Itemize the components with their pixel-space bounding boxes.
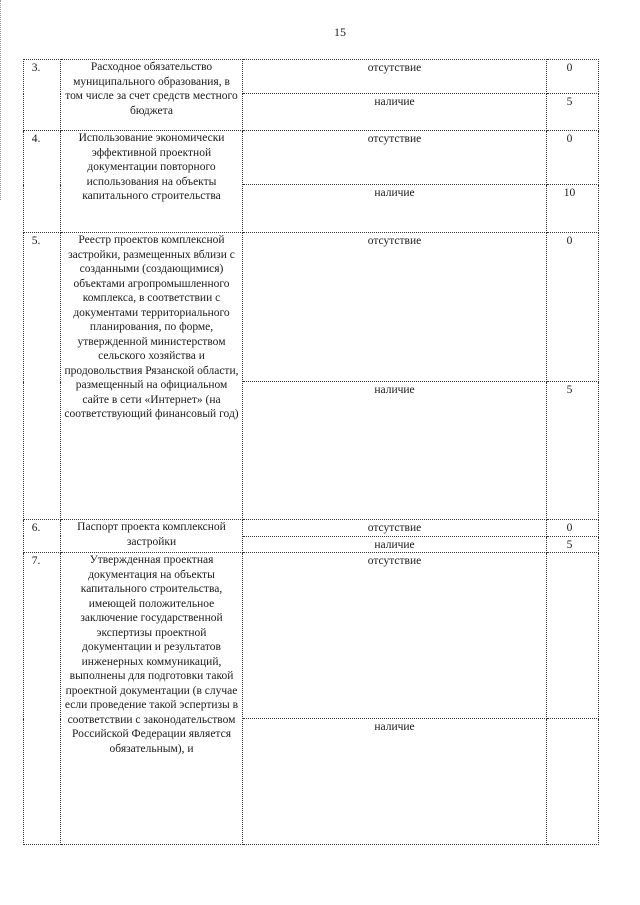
- score-absent: 0: [547, 60, 599, 94]
- condition-absent: отсутствие: [243, 520, 547, 537]
- score-present: 5: [547, 536, 599, 553]
- score-present: 5: [547, 94, 599, 131]
- row-number: 4.: [24, 131, 61, 233]
- row-number: 6.: [24, 520, 61, 553]
- page-number: 15: [334, 25, 346, 39]
- score-present: 5: [547, 382, 599, 520]
- condition-present: наличие: [243, 382, 547, 520]
- row-number: 5.: [24, 233, 61, 520]
- condition-present: наличие: [243, 536, 547, 553]
- row-number: 3.: [24, 60, 61, 131]
- score-absent: 0: [547, 233, 599, 382]
- criterion-name: Паспорт проекта комплексной застройки: [61, 520, 243, 553]
- criterion-name: Расходное обязательство муниципального образования, в том числе за счет средств местного бюджета: [61, 60, 243, 131]
- table-row: [24, 553, 599, 719]
- score-absent: 0: [547, 131, 599, 185]
- table-row: [24, 233, 599, 382]
- condition-absent: отсутствие: [243, 60, 547, 94]
- condition-present: наличие: [243, 94, 547, 131]
- row-number: 7.: [24, 553, 61, 845]
- table-row: [24, 60, 599, 94]
- score-absent: [547, 553, 599, 719]
- criterion-name: Реестр проектов комплексной застройки, размещенных вблизи с созданными (создающимися) объектами агропромышленного комплекса, в соответствии с документами территориального планирования, по форме, утвержденной министерством сельского хозяйства и продовольствия Рязанской области, размещенный на официальном сайте в сети «Интернет» (на соответствующий финансовый год): [61, 233, 243, 520]
- score-present: 10: [547, 185, 599, 233]
- table-row: [24, 131, 599, 185]
- condition-present: наличие: [243, 185, 547, 233]
- criteria-table: [23, 59, 599, 845]
- condition-absent: отсутствие: [243, 553, 547, 719]
- table-row: [24, 520, 599, 537]
- score-present: [547, 719, 599, 845]
- condition-present: наличие: [243, 719, 547, 845]
- condition-absent: отсутствие: [243, 131, 547, 185]
- condition-absent: отсутствие: [243, 233, 547, 382]
- criterion-name: Утвержденная проектная документация на объекты капитального строительства, имеющей положительное заключение государственной экспертизы проектной документации и результатов инженерных коммуникаций, выполнены для подготовки такой проектной документации (в случае если проведение такой эспертизы в соответствии с законодательством Российской Федерации является обязательным), и: [61, 553, 243, 845]
- criterion-name: Использование экономически эффективной проектной документации повторного использования на объекты капитального строительства: [61, 131, 243, 233]
- score-absent: 0: [547, 520, 599, 537]
